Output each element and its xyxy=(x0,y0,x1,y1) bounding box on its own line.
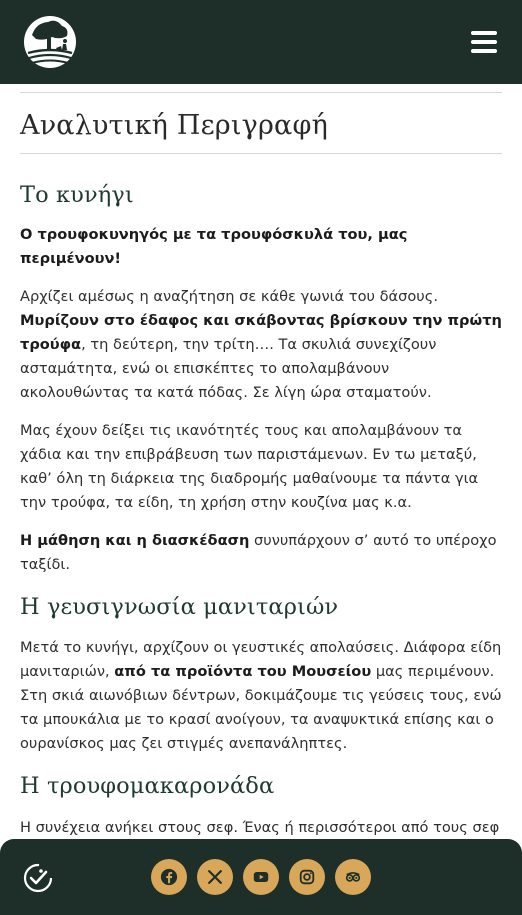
tasting-paragraph xyxy=(20,636,502,756)
divider xyxy=(20,153,502,154)
lead-text: Ο τρουφοκυνηγός με τα τρουφόσκυλά του, μας περιμένουν! xyxy=(20,226,408,267)
hunt-paragraph-3 xyxy=(20,529,502,577)
section-heading-pasta: Η τρουφομακαρονάδα xyxy=(20,773,275,799)
section-heading-hunt: Το κυνήγι xyxy=(20,182,134,208)
hunt-paragraph-1 xyxy=(20,285,502,405)
bold-run: Η μάθηση και η διασκέδαση xyxy=(20,532,250,549)
text-run: , τη δεύτερη, την τρίτη…. Τα σκυλιά συνεχίζουν ασταμάτητα, ενώ οι επισκέπτες το απολαμβάνουν ακολουθώντας τα κατά πόδας. Σε λίγη ώρα σταματούν. xyxy=(20,336,437,401)
main-content xyxy=(20,84,502,864)
text-run: μας περιμένουν. Στη σκιά αιωνόβιων δέντρων, δοκιμάζουμε τις γεύσεις τους, ενώ τα μπουκάλια με το κρασί ανοίγουν, τα αναψυκτικά επίσης και ο ουρανίσκος μας ζει στιγμές ανεπανάληπτες. xyxy=(20,663,502,752)
accessibility-check-icon[interactable] xyxy=(22,862,54,894)
text-run: Αρχίζει αμέσως η αναζήτηση σε κάθε γωνιά του δάσους. xyxy=(20,288,438,305)
text-run: συνυπάρχουν σ’ αυτό το υπέροχο ταξίδι. xyxy=(20,532,497,573)
menu-bar xyxy=(471,31,497,35)
text-run: Μετά το κυνήγι, αρχίζουν οι γευστικές απολαύσεις. Διάφορα είδη μανιταριών, xyxy=(20,639,502,680)
x-twitter-icon[interactable] xyxy=(197,859,233,895)
top-navbar xyxy=(0,0,522,84)
menu-bar xyxy=(471,40,497,44)
tree-logo[interactable] xyxy=(22,13,78,71)
social-links xyxy=(151,859,371,895)
section-heading-tasting: Η γευσιγνωσία μανιταριών xyxy=(20,594,339,620)
page-title: Αναλυτική Περιγραφή xyxy=(20,110,328,141)
tripadvisor-icon[interactable] xyxy=(335,859,371,895)
instagram-icon[interactable] xyxy=(289,859,325,895)
bold-run: από τα προϊόντα του Μουσείου xyxy=(114,663,372,680)
menu-bar xyxy=(471,49,497,53)
pasta-paragraph: Η συνέχεια ανήκει στους σεφ. Ένας ή περισσότεροι από τους σεφ xyxy=(20,819,500,836)
footer-bar xyxy=(0,839,522,915)
facebook-icon[interactable] xyxy=(151,859,187,895)
lead-paragraph xyxy=(20,223,502,271)
youtube-icon[interactable] xyxy=(243,859,279,895)
hamburger-menu-icon[interactable] xyxy=(468,26,500,58)
bold-run: Μυρίζουν στο έδαφος και σκάβοντας βρίσκουν την πρώτη τρούφα xyxy=(20,312,502,353)
hunt-paragraph-2: Μας έχουν δείξει τις ικανότητές τους και απολαμβάνουν τα χάδια και την επιβράβευση των παριστάμενων. Εν τω μεταξύ, καθ’ όλη τη διάρκεια της διαδρομής μαθαίνουμε τα πάντα για την τρούφα, τα είδη, τη χρήση στην κουζίνα μας κ.α. xyxy=(20,422,479,511)
